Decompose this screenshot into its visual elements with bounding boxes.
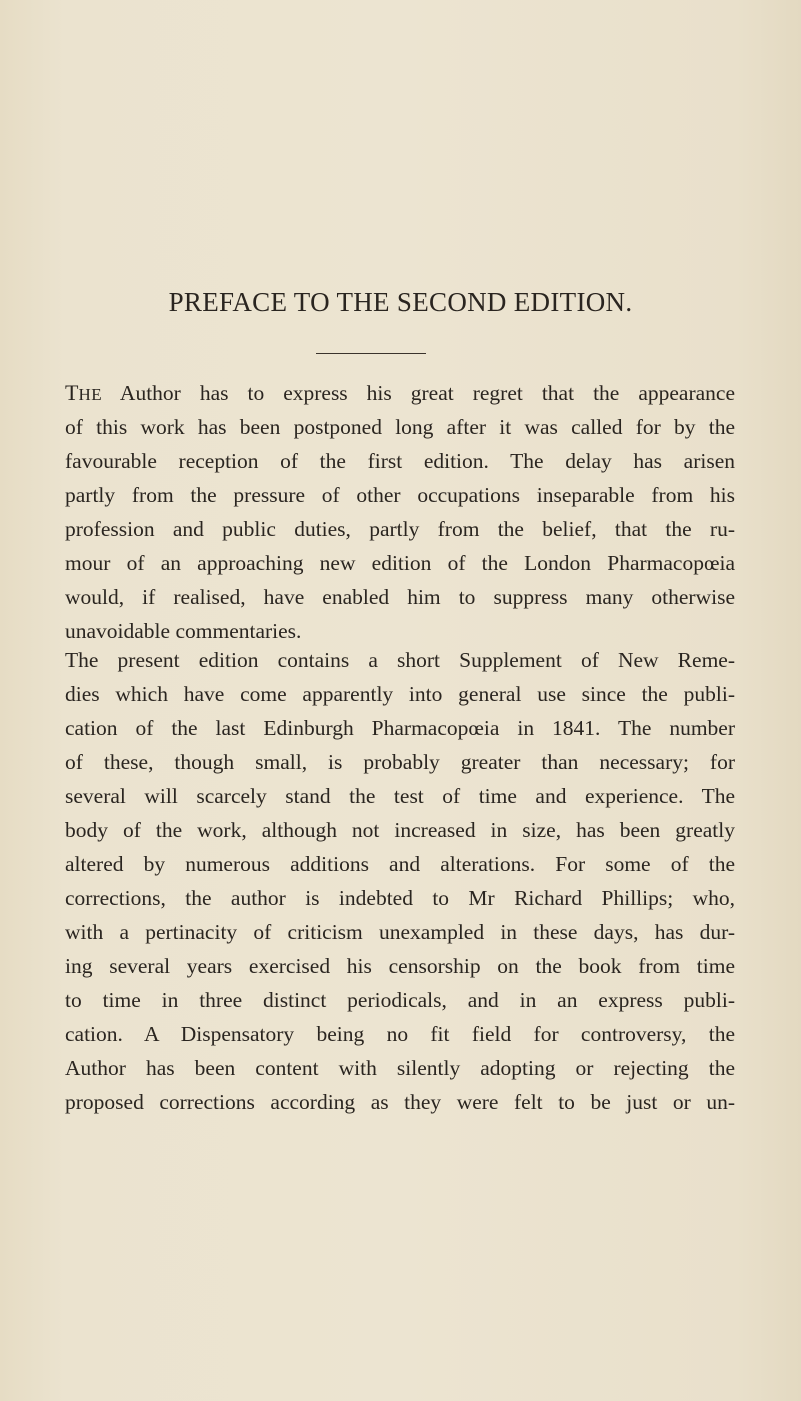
paragraph-line: of these, though small, is probably greater than necessary; for [65,750,735,774]
paragraph-line: with a pertinacity of criticism unexampled in these days, has dur- [65,920,735,944]
paragraph-line: several will scarcely stand the test of time and experience. The [65,784,735,808]
first-line-text: Author has to express his great regret that the appearance [102,381,735,405]
title-rule [316,353,426,354]
lead-initial: T [65,380,79,405]
preface-title: PREFACE TO THE SECOND EDITION. [168,287,633,317]
paragraph-line: mour of an approaching new edition of the London Pharmacopœia [65,551,735,575]
paragraph-line: altered by numerous additions and alterations. For some of the [65,852,735,876]
paragraph-line: would, if realised, have enabled him to suppress many otherwise [65,585,735,609]
paragraph-line: body of the work, although not increased in size, has been greatly [65,818,735,842]
paragraph-line: favourable reception of the first edition. The delay has arisen [65,449,735,473]
paragraph-line: ing several years exercised his censorship on the book from time [65,954,735,978]
paragraph-line: profession and public duties, partly from the belief, that the ru- [65,517,735,541]
paragraph-line: proposed corrections according as they were felt to be just or un- [65,1090,735,1114]
paragraph-line: dies which have come apparently into general use since the publi- [65,682,735,706]
paragraph-line: corrections, the author is indebted to Mr Richard Phillips; who, [65,886,735,910]
paragraph-line: to time in three distinct periodicals, and in an express publi- [65,988,735,1012]
paragraph-line: of this work has been postponed long after it was called for by the [65,415,735,439]
paragraph-line: The present edition contains a short Supplement of New Reme- [65,648,735,672]
paragraph-1-line-1 [65,376,735,410]
paragraph-line: cation of the last Edinburgh Pharmacopœia in 1841. The number [65,716,735,740]
paragraph-1 [65,376,735,648]
paragraph-line: partly from the pressure of other occupations inseparable from his [65,483,735,507]
paragraph-line: unavoidable commentaries. [65,619,302,643]
paragraph-line: cation. A Dispensatory being no fit field for controversy, the [65,1022,735,1046]
paragraph-line: Author has been content with silently adopting or rejecting the [65,1056,735,1080]
paragraph-2 [65,643,735,1119]
lead-small-caps: HE [78,385,103,404]
